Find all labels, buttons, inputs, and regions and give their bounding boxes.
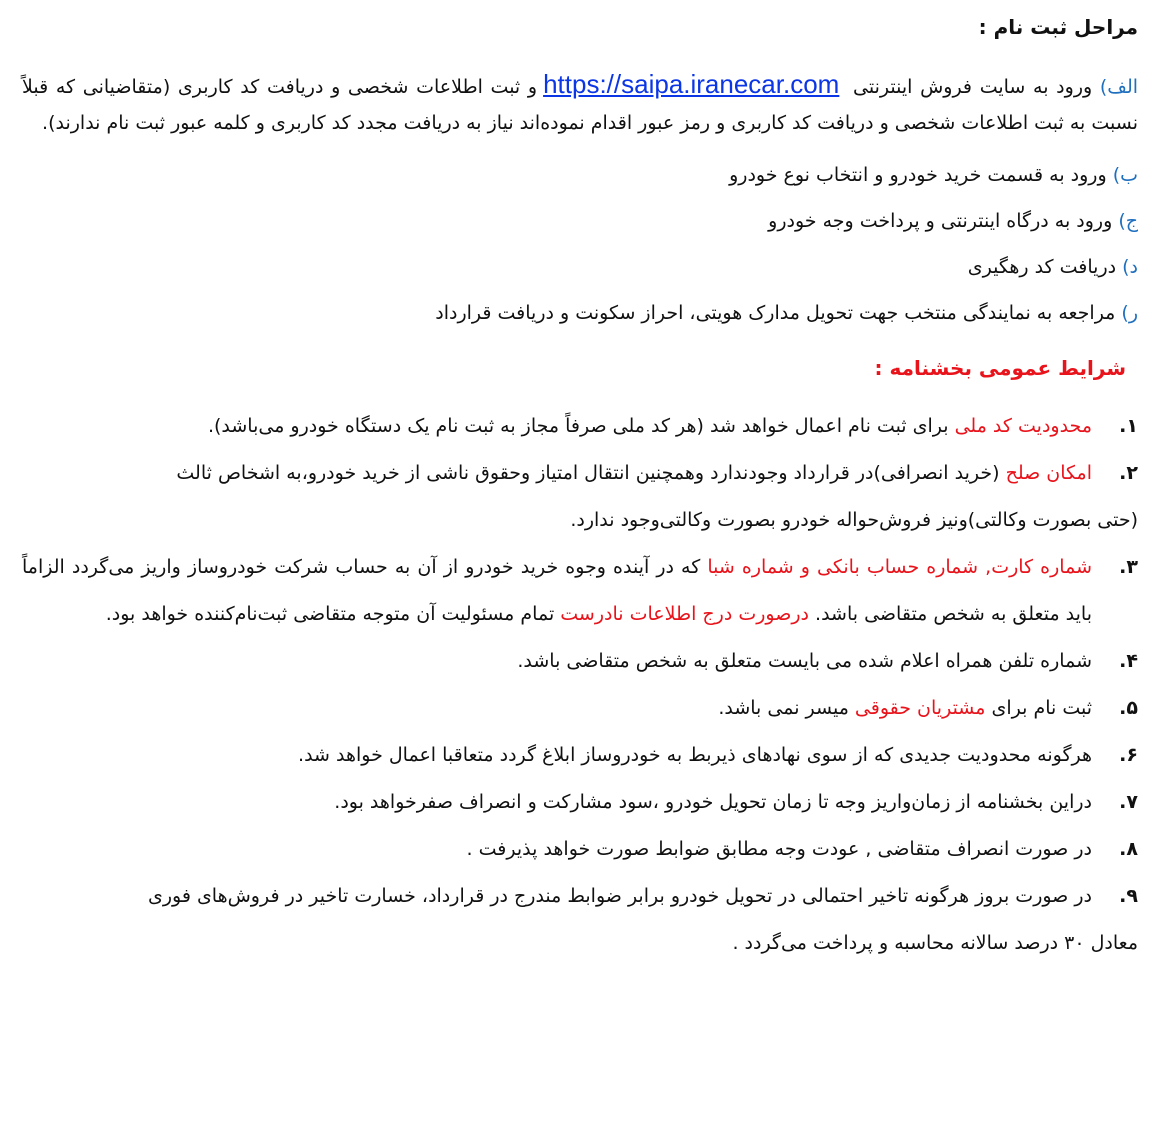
condition-item-6	[22, 732, 1138, 779]
saipa-site-link[interactable]: https://saipa.iranecar.com	[543, 69, 840, 99]
step-b-letter: ب)	[1112, 164, 1138, 186]
condition-item-2	[22, 450, 1138, 544]
step-d-letter: د)	[1122, 256, 1138, 278]
condition-3-text-end: تمام مسئولیت آن متوجه متقاضی ثبت‌نام‌کننده خواهد بود.	[105, 603, 561, 625]
condition-2-continuation: (حتی بصورت وکالتی)ونیز فروش‌حواله خودرو بصورت وکالتی‌وجود ندارد.	[570, 509, 1138, 531]
condition-number-3: ۳.	[1119, 556, 1138, 578]
condition-9-continuation: معادل ۳۰ درصد سالانه محاسبه و پرداخت می‌گردد .	[732, 932, 1138, 954]
step-b-text: ورود به قسمت خرید خودرو و انتخاب نوع خودرو	[729, 164, 1113, 186]
step-c-text: ورود به درگاه اینترنتی و پرداخت وجه خودرو	[768, 210, 1119, 232]
step-e-letter: ر)	[1121, 302, 1138, 324]
step-d	[22, 249, 1138, 285]
condition-2-highlight: امکان صلح	[1005, 462, 1092, 484]
condition-number-4: ۴.	[1119, 650, 1138, 672]
condition-3-text: که در آینده وجوه خرید خودرو از آن به حساب شرکت خودروساز واریز می‌گردد الزاماً باید متعلق به شخص متقاضی باشد.	[22, 556, 1092, 625]
condition-number-2: ۲.	[1119, 462, 1138, 484]
condition-2-text: (خرید انصرافی)در قرارداد وجودندارد وهمچنین انتقال امتیاز وحقوق ناشی از خرید خودرو،به اشخاص ثالث	[176, 462, 1006, 484]
condition-7-text: دراین بخشنامه از زمان‌واریز وجه تا زمان تحویل خودرو ،سود مشارکت و انصراف صفرخواهد بود.	[334, 791, 1092, 813]
step-c	[22, 203, 1138, 239]
step-a-text: ورود به سایت فروش اینترنتی	[853, 76, 1100, 98]
condition-item-1	[22, 403, 1138, 450]
condition-1-highlight: محدودیت کد ملی	[954, 415, 1092, 437]
conditions-list	[22, 403, 1138, 967]
condition-4-text: شماره تلفن همراه اعلام شده می بایست متعلق به شخص متقاضی باشد.	[517, 650, 1092, 672]
condition-item-9	[22, 873, 1138, 967]
condition-number-5: ۵.	[1119, 697, 1138, 719]
step-a-text-continued: و ثبت اطلاعات شخصی و دریافت کد کاربری (متقاضیانی که قبلاً نسبت به ثبت اطلاعات شخصی و دریافت کد کاربری و رمز عبور اقدام نموده‌اند نیاز به دریافت مجدد کد کاربری و کلمه عبور ثبت نام ندارند).	[22, 76, 1138, 134]
step-e	[22, 295, 1138, 331]
step-a	[22, 66, 1138, 141]
condition-number-7: ۷.	[1119, 791, 1138, 813]
step-a-letter: الف)	[1099, 76, 1139, 98]
condition-8-text: در صورت انصراف متقاضی , عودت وجه مطابق ضوابط صورت خواهد پذیرفت .	[466, 838, 1092, 860]
step-d-text: دریافت کد رهگیری	[967, 256, 1123, 278]
condition-3-highlight-bank: شماره کارت, شماره حساب بانکی و شماره شبا	[707, 556, 1093, 578]
condition-number-6: ۶.	[1119, 744, 1138, 766]
condition-3-highlight-incorrect: درصورت درج اطلاعات نادرست	[560, 603, 809, 625]
registration-steps-title: مراحل ثبت نام :	[978, 15, 1138, 39]
step-b	[22, 157, 1138, 193]
condition-item-5	[22, 685, 1138, 732]
general-conditions-title: شرایط عمومی بخشنامه :	[874, 356, 1126, 380]
condition-5-text: ثبت نام برای	[985, 697, 1092, 719]
condition-number-9: ۹.	[1119, 885, 1138, 907]
condition-5-highlight: مشتریان حقوقی	[854, 697, 986, 719]
condition-number-1: ۱.	[1119, 415, 1138, 437]
condition-item-3	[22, 544, 1138, 638]
step-e-text: مراجعه به نمایندگی منتخب جهت تحویل مدارک هویتی، احراز سکونت و دریافت قرارداد	[435, 302, 1122, 324]
condition-item-8	[22, 826, 1138, 873]
condition-1-text: برای ثبت نام اعمال خواهد شد (هر کد ملی صرفاً مجاز به ثبت نام یک دستگاه خودرو می‌باشد).	[207, 415, 955, 437]
condition-6-text: هرگونه محدودیت جدیدی که از سوی نهادهای ذیربط به خودروساز ابلاغ گردد متعاقبا اعمال خواهد شد.	[298, 744, 1092, 766]
step-c-letter: ج)	[1118, 210, 1138, 232]
condition-item-7	[22, 779, 1138, 826]
condition-9-text: در صورت بروز هرگونه تاخیر احتمالی در تحویل خودرو برابر ضوابط مندرج در قرارداد، خسارت تاخیر در فروش‌های فوری	[147, 885, 1092, 907]
condition-number-8: ۸.	[1119, 838, 1138, 860]
condition-5-text-end: میسر نمی باشد.	[718, 697, 855, 719]
condition-item-4	[22, 638, 1138, 685]
